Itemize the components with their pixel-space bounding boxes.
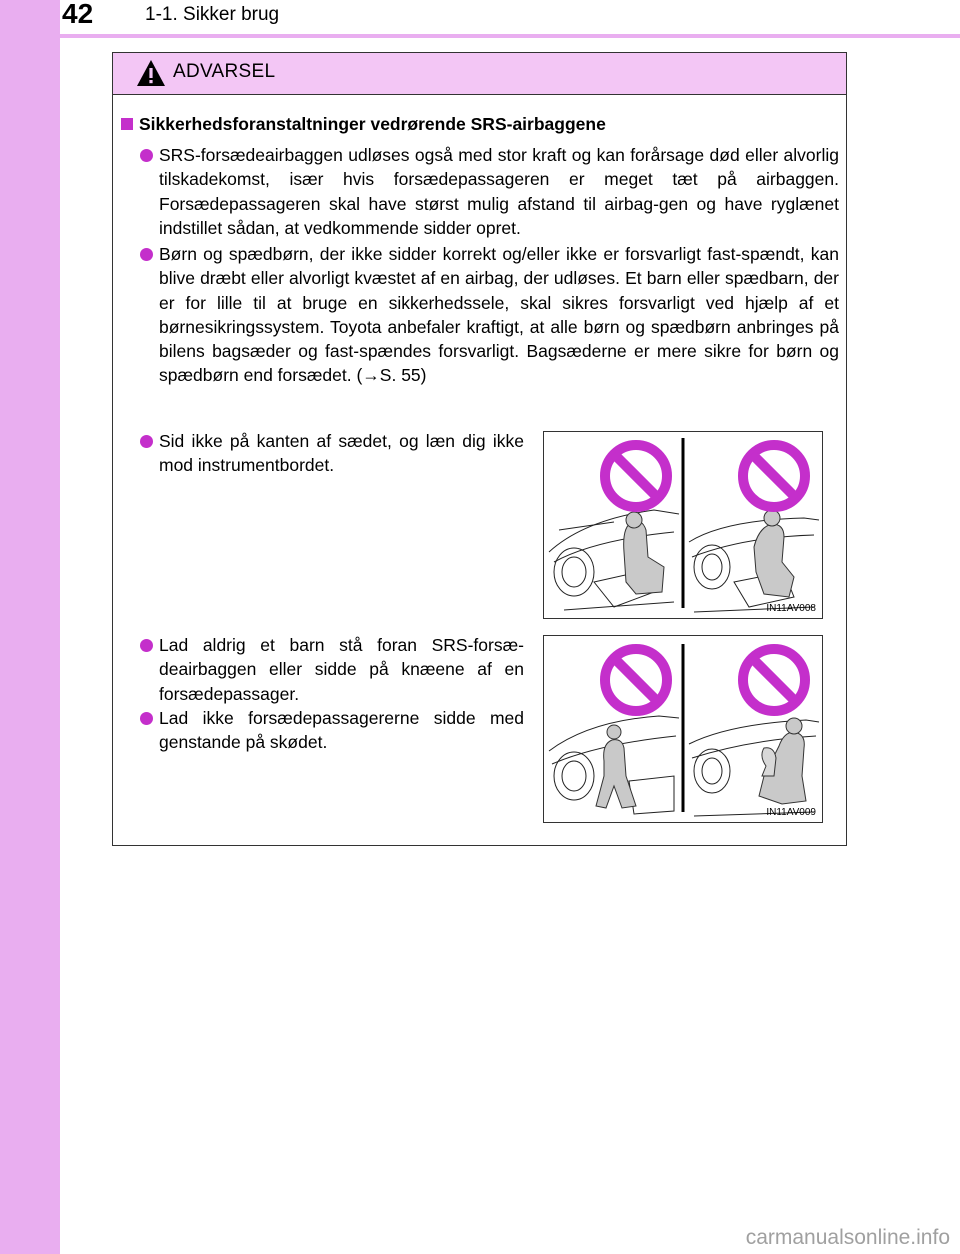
- warning-heading: [121, 113, 606, 135]
- bullet-item: [159, 143, 839, 240]
- side-margin-bar: [0, 0, 60, 1254]
- illustration-code: IN11AV009: [766, 807, 816, 818]
- prohibition-sign-icon: [743, 445, 805, 507]
- bullet-text: Børn og spædbørn, der ikke sidder korrekt og/eller ikke er forsvarligt fast-spændt, kan blive dræbt eller alvorligt kvæstet af en airbag, der udløses. Et barn eller spædbarn, der er for lille til at bruge en sikkerhedssele, skal sikres forsvarligt ved hjælp af et børnesikringssystem. Toyota anbefaler kraftigt, at alle børn og spædbørn anbringes på bilens bagsæder og fast-spændes forsvarligt. Bagsæderne er mere sikre for børn og spædbørn end forsædet. (→S. 55): [159, 244, 839, 386]
- circle-bullet-icon: [140, 639, 153, 652]
- header-rule: [60, 34, 960, 38]
- prohibited-illustration: [544, 432, 822, 618]
- prohibited-illustration: [544, 636, 822, 822]
- bullet-item: [159, 633, 524, 706]
- illustration-child-standing: [543, 635, 823, 823]
- bullet-text: Sid ikke på kanten af sædet, og læn dig ikke mod instrumentbordet.: [159, 431, 524, 476]
- section-title: 1-1. Sikker brug: [145, 4, 280, 25]
- warning-triangle-icon: [136, 59, 166, 87]
- prohibition-sign-icon: [605, 445, 667, 507]
- warning-label: ADVARSEL: [173, 61, 276, 82]
- square-bullet-icon: [121, 118, 133, 130]
- page-number: 42: [62, 0, 94, 29]
- bullet-item: [159, 706, 524, 755]
- bullet-text: Lad aldrig et barn stå foran SRS-forsæ-deairbaggen eller sidde på knæene af en forsædepassager.: [159, 635, 524, 704]
- circle-bullet-icon: [140, 149, 153, 162]
- bullet-item: [159, 429, 524, 478]
- warning-box: [112, 52, 847, 846]
- circle-bullet-icon: [140, 248, 153, 261]
- prohibition-sign-icon: [605, 649, 667, 711]
- bullet-text: Lad ikke forsædepassagererne sidde med genstande på skødet.: [159, 708, 524, 753]
- warning-header: [113, 53, 846, 95]
- illustration-code: IN11AV008: [766, 603, 816, 614]
- circle-bullet-icon: [140, 712, 153, 725]
- bullet-item: [159, 242, 839, 388]
- watermark: carmanualsonline.info: [745, 1226, 950, 1249]
- illustration-leaning-passenger: [543, 431, 823, 619]
- bullet-text: SRS-forsædeairbaggen udløses også med stor kraft og kan forårsage død eller alvorlig tilskadekomst, især hvis forsædepassageren er meget tæt på airbaggen. Forsædepassageren skal have størst mulig afstand til airbag-gen og have ryglænet indstillet sådan, at vedkommende sidder opret.: [159, 145, 839, 238]
- prohibition-sign-icon: [743, 649, 805, 711]
- warning-heading-text: Sikkerhedsforanstaltninger vedrørende SRS-airbaggene: [139, 114, 606, 134]
- circle-bullet-icon: [140, 435, 153, 448]
